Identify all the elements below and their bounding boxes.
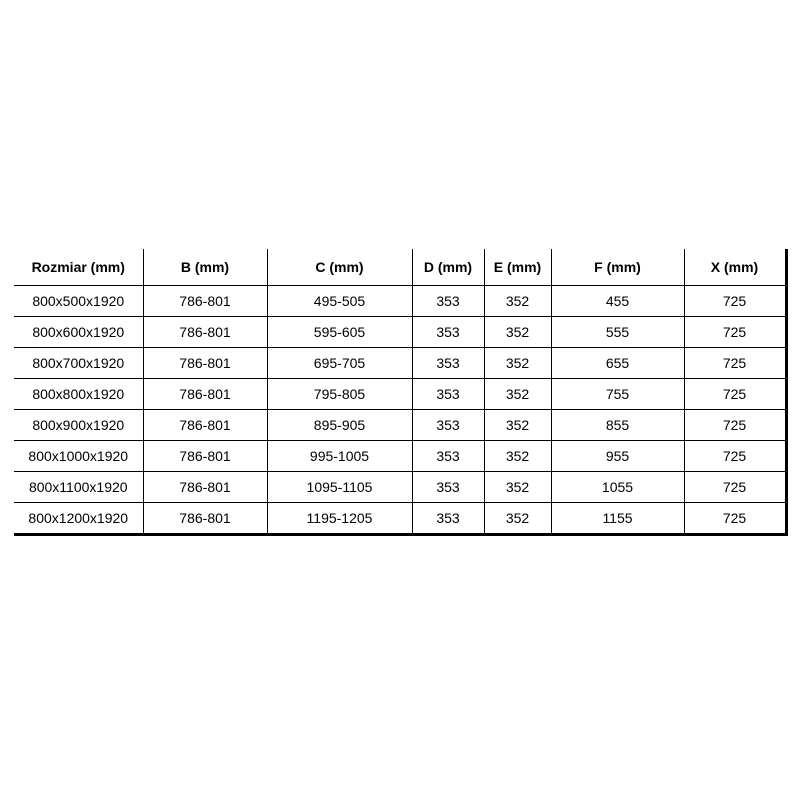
cell-d: 353 — [412, 441, 484, 472]
cell-x: 725 — [684, 317, 786, 348]
cell-f: 455 — [551, 286, 684, 317]
header-cell-f: F (mm) — [551, 249, 684, 286]
cell-d: 353 — [412, 286, 484, 317]
cell-c: 695-705 — [267, 348, 412, 379]
header-cell-d: D (mm) — [412, 249, 484, 286]
cell-x: 725 — [684, 286, 786, 317]
cell-rozmiar: 800x600x1920 — [14, 317, 143, 348]
cell-c: 995-1005 — [267, 441, 412, 472]
cell-d: 353 — [412, 348, 484, 379]
cell-x: 725 — [684, 348, 786, 379]
header-cell-x: X (mm) — [684, 249, 786, 286]
cell-b: 786-801 — [143, 286, 267, 317]
table-row — [14, 317, 786, 348]
cell-e: 352 — [484, 348, 551, 379]
cell-c: 895-905 — [267, 410, 412, 441]
cell-x: 725 — [684, 379, 786, 410]
table-header — [14, 249, 786, 286]
cell-rozmiar: 800x1100x1920 — [14, 472, 143, 503]
table-row — [14, 472, 786, 503]
table-row — [14, 410, 786, 441]
cell-c: 595-605 — [267, 317, 412, 348]
table-row — [14, 379, 786, 410]
cell-x: 725 — [684, 472, 786, 503]
header-cell-b: B (mm) — [143, 249, 267, 286]
cell-x: 725 — [684, 441, 786, 472]
cell-f: 555 — [551, 317, 684, 348]
cell-d: 353 — [412, 503, 484, 535]
table-row — [14, 503, 786, 535]
cell-rozmiar: 800x500x1920 — [14, 286, 143, 317]
cell-d: 353 — [412, 472, 484, 503]
cell-f: 855 — [551, 410, 684, 441]
cell-c: 495-505 — [267, 286, 412, 317]
cell-b: 786-801 — [143, 472, 267, 503]
cell-f: 1155 — [551, 503, 684, 535]
table-row — [14, 286, 786, 317]
cell-f: 955 — [551, 441, 684, 472]
cell-d: 353 — [412, 410, 484, 441]
cell-b: 786-801 — [143, 379, 267, 410]
cell-c: 1095-1105 — [267, 472, 412, 503]
header-row — [14, 249, 786, 286]
cell-e: 352 — [484, 286, 551, 317]
table-row — [14, 348, 786, 379]
cell-f: 755 — [551, 379, 684, 410]
header-cell-c: C (mm) — [267, 249, 412, 286]
cell-d: 353 — [412, 317, 484, 348]
cell-e: 352 — [484, 379, 551, 410]
cell-c: 1195-1205 — [267, 503, 412, 535]
cell-b: 786-801 — [143, 410, 267, 441]
cell-f: 1055 — [551, 472, 684, 503]
cell-x: 725 — [684, 503, 786, 535]
cell-b: 786-801 — [143, 441, 267, 472]
header-cell-e: E (mm) — [484, 249, 551, 286]
cell-rozmiar: 800x1000x1920 — [14, 441, 143, 472]
cell-rozmiar: 800x700x1920 — [14, 348, 143, 379]
cell-b: 786-801 — [143, 317, 267, 348]
size-specification-table — [14, 249, 788, 536]
cell-f: 655 — [551, 348, 684, 379]
cell-c: 795-805 — [267, 379, 412, 410]
table-body — [14, 286, 786, 535]
cell-d: 353 — [412, 379, 484, 410]
cell-rozmiar: 800x900x1920 — [14, 410, 143, 441]
cell-rozmiar: 800x800x1920 — [14, 379, 143, 410]
cell-e: 352 — [484, 410, 551, 441]
cell-e: 352 — [484, 441, 551, 472]
cell-e: 352 — [484, 503, 551, 535]
cell-b: 786-801 — [143, 348, 267, 379]
cell-e: 352 — [484, 472, 551, 503]
cell-rozmiar: 800x1200x1920 — [14, 503, 143, 535]
cell-x: 725 — [684, 410, 786, 441]
table-row — [14, 441, 786, 472]
header-cell-rozmiar: Rozmiar (mm) — [14, 249, 143, 286]
cell-e: 352 — [484, 317, 551, 348]
cell-b: 786-801 — [143, 503, 267, 535]
